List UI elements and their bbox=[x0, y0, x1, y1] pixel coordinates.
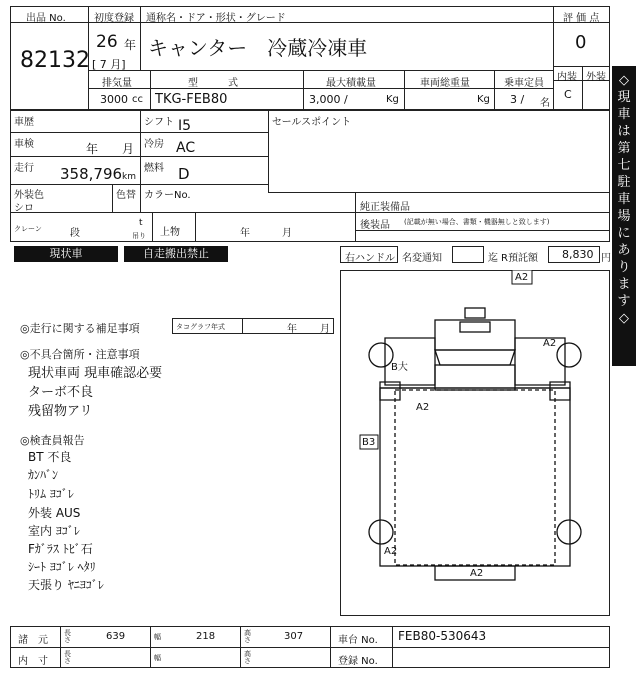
max-load-unit: Kg bbox=[386, 94, 399, 105]
displacement-label: 排気量 bbox=[102, 78, 132, 89]
inspector-line: Fｶﾞﾗｽ ﾄﾋﾞ石 bbox=[28, 542, 93, 556]
right-hand-label: 右ハンドル bbox=[345, 253, 395, 264]
damage-a2-top: A2 bbox=[515, 272, 529, 283]
current-vehicle-badge: 現状車 bbox=[14, 246, 118, 262]
inspector-line: 室内 ﾖｺﾞﾚ bbox=[28, 524, 80, 538]
width-value: 218 bbox=[196, 631, 216, 642]
inspector-label: ◎検査員報告 bbox=[20, 434, 85, 447]
model-name-label: 通称名・ドア・形状・グレード bbox=[146, 13, 286, 24]
tax-until-label: 迄 bbox=[488, 253, 498, 264]
exterior-label: 外装 bbox=[586, 72, 606, 83]
damage-a2-right: A2 bbox=[543, 338, 557, 349]
inspector-line: 外装 AUS bbox=[28, 506, 81, 520]
ext-color-value: シロ bbox=[14, 203, 34, 214]
interior-label: 内装 bbox=[557, 72, 577, 83]
inspection-year: 年 bbox=[86, 142, 99, 156]
tacho-month: 月 bbox=[320, 324, 330, 335]
inspector-line: ｼｰﾄ ﾖｺﾞﾚ ﾍﾀﾘ bbox=[28, 560, 96, 574]
truck-diagram bbox=[340, 270, 610, 616]
shift-value: I5 bbox=[178, 118, 192, 134]
dims-label: 諸 元 bbox=[18, 635, 48, 646]
displacement-value: 3000 bbox=[100, 93, 128, 106]
chassis-value: FEB80-530643 bbox=[398, 629, 487, 643]
model-name: キャンター 冷蔵冷凍車 bbox=[148, 36, 368, 60]
reg-year-unit: 年 bbox=[124, 38, 137, 52]
damage-a2-center: A2 bbox=[416, 402, 430, 413]
capacity-value: 3 / bbox=[510, 93, 525, 106]
ext-color-label: 外装色 bbox=[14, 190, 44, 201]
inspector-line: BT 不良 bbox=[28, 450, 72, 464]
type-value: TKG-FEB80 bbox=[155, 92, 228, 107]
aftermarket-label: 後装品 bbox=[360, 220, 390, 231]
defect-line: 残留物アリ bbox=[28, 404, 93, 419]
inspector-line: ﾄﾘﾑ ﾖｺﾞﾚ bbox=[28, 487, 74, 501]
interior-grade: C bbox=[564, 88, 572, 101]
loading-year: 年 bbox=[240, 228, 250, 239]
mileage-value: 358,796 bbox=[60, 165, 123, 183]
shift-label: シフト bbox=[144, 117, 174, 128]
crane-ton: t bbox=[139, 218, 143, 228]
gross-weight-label: 車両総重量 bbox=[420, 78, 470, 89]
gross-weight-unit: Kg bbox=[477, 94, 490, 105]
inner-length-label: 長さ bbox=[64, 650, 71, 665]
inner-dims-label: 内 寸 bbox=[18, 656, 48, 667]
loading-month: 月 bbox=[282, 228, 292, 239]
color-change-label: 色替 bbox=[116, 190, 136, 201]
inspector-line: ｶﾝﾊﾞﾝ bbox=[28, 468, 59, 482]
inspection-label: 車検 bbox=[14, 139, 34, 150]
ac-label: 冷房 bbox=[144, 139, 164, 150]
tacho-year: 年 bbox=[287, 324, 297, 335]
lot-number: 82132 bbox=[20, 48, 90, 73]
r-tax-label: R預託額 bbox=[501, 253, 538, 264]
max-load-value: 3,000 / bbox=[309, 93, 348, 106]
capacity-label: 乗車定員 bbox=[504, 78, 544, 89]
height-value: 307 bbox=[284, 631, 304, 642]
lot-label: 出品 No. bbox=[26, 13, 66, 24]
width-label: 幅 bbox=[154, 633, 161, 641]
crane-stage: 段 bbox=[70, 228, 80, 239]
capacity-unit: 名 bbox=[540, 98, 550, 109]
damage-a2-bottom-left: A2 bbox=[384, 546, 398, 557]
damage-b3: B3 bbox=[362, 437, 376, 448]
location-banner-text: ◇ 現車は第七駐車場にあります ◇ bbox=[617, 73, 631, 326]
name-change-box bbox=[452, 246, 484, 263]
r-tax-unit: 円 bbox=[601, 253, 611, 264]
inspection-month: 月 bbox=[122, 142, 135, 156]
tacho-label: タコグラフ年式 bbox=[176, 323, 225, 331]
reg-month: [ 7 月] bbox=[92, 58, 126, 71]
damage-a2-bottom: A2 bbox=[470, 568, 484, 579]
score-value: 0 bbox=[575, 32, 587, 53]
fuel-value: D bbox=[178, 165, 190, 183]
registration-label: 登録 No. bbox=[338, 656, 378, 667]
defect-line: ターボ不良 bbox=[28, 385, 94, 400]
no-self-drive-badge: 自走搬出禁止 bbox=[124, 246, 228, 262]
fuel-label: 燃料 bbox=[144, 163, 164, 174]
reg-year: 26 bbox=[96, 32, 118, 52]
genuine-equipment-label: 純正装備品 bbox=[360, 202, 410, 213]
name-change-label: 名変通知 bbox=[402, 253, 442, 264]
length-value: 639 bbox=[106, 631, 126, 642]
loading-label: 上物 bbox=[160, 227, 180, 238]
mileage-unit: km bbox=[122, 172, 136, 182]
history-label: 車歴 bbox=[14, 117, 34, 128]
sales-points-label: セールスポイント bbox=[272, 117, 352, 128]
first-reg-label: 初度登録 bbox=[94, 13, 134, 24]
chassis-label: 車台 No. bbox=[338, 635, 378, 646]
ac-value: AC bbox=[176, 140, 196, 156]
inspector-line: 天張り ﾔﾆﾖｺﾞﾚ bbox=[28, 578, 104, 592]
defect-line: 現状車両 現車確認必要 bbox=[28, 366, 163, 381]
aftermarket-note: (記載が無い場合、書類・機器無しと致します) bbox=[404, 218, 550, 226]
inner-height-label: 高さ bbox=[244, 650, 251, 665]
crane-label: クレーン bbox=[14, 225, 42, 233]
displacement-unit: cc bbox=[132, 94, 143, 105]
damage-b-large: B大 bbox=[391, 362, 408, 373]
driving-notes-label: ◎走行に関する補足事項 bbox=[20, 322, 140, 335]
location-banner bbox=[612, 66, 636, 366]
score-label: 評 価 点 bbox=[563, 13, 600, 24]
inner-width-label: 幅 bbox=[154, 654, 161, 662]
color-no-label: カラーNo. bbox=[144, 190, 191, 201]
type-label: 型 式 bbox=[188, 78, 238, 89]
r-tax-value: 8,830 bbox=[562, 248, 594, 261]
mileage-label: 走行 bbox=[14, 163, 34, 174]
length-label: 長さ bbox=[64, 629, 71, 644]
height-label: 高さ bbox=[244, 629, 251, 644]
defects-label: ◎不具合箇所・注意事項 bbox=[20, 348, 140, 361]
max-load-label: 最大積載量 bbox=[326, 78, 376, 89]
crane-hang: 吊り bbox=[132, 232, 146, 240]
